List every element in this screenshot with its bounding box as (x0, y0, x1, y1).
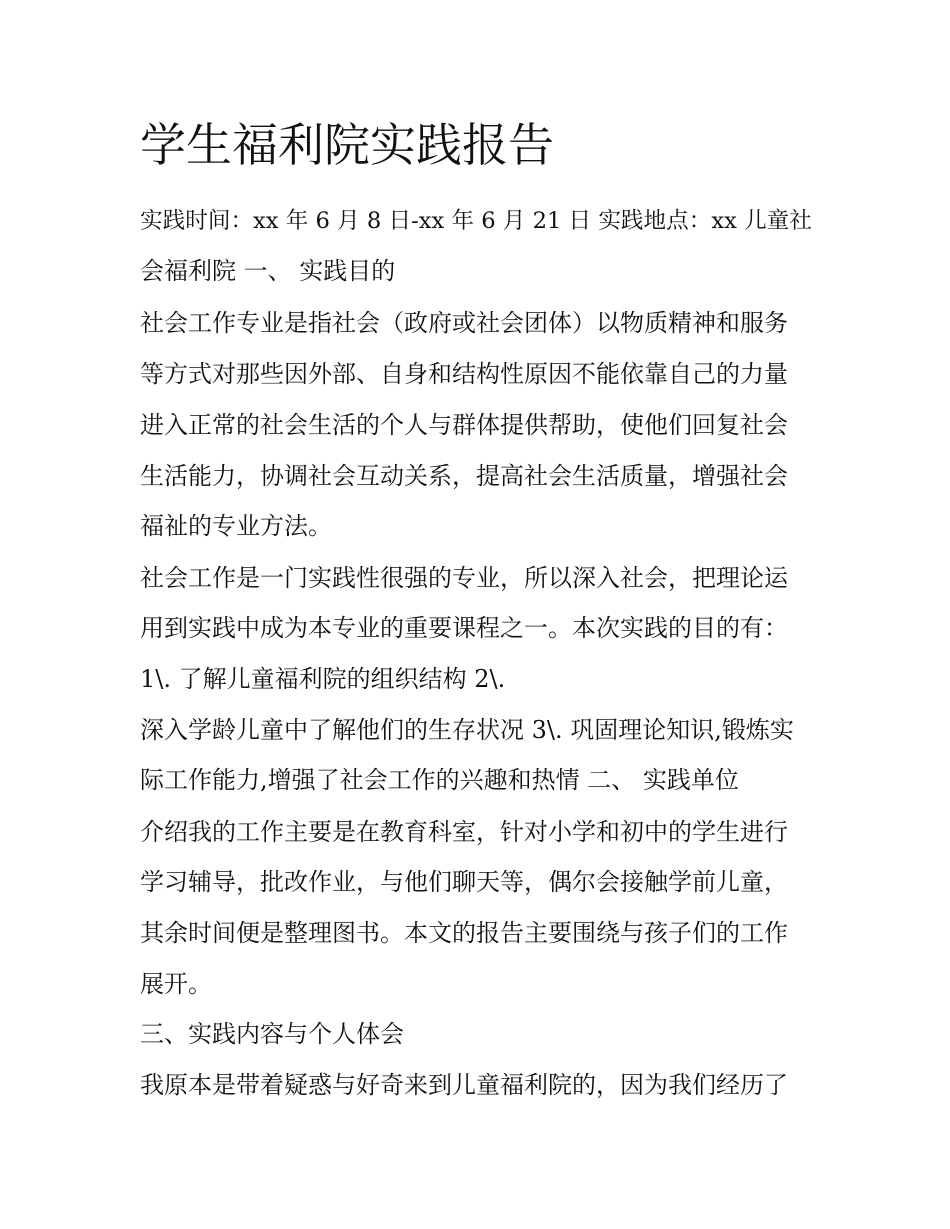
body-line-11: 深入学龄儿童中了解他们的生存状况 3\. 巩固理论知识,锻炼实 (140, 716, 794, 744)
body-line-1: 实践时间：xx 年 6 月 8 日-xx 年 6 月 21 日 实践地点：xx 儿童社 (140, 208, 812, 234)
body-line-16: 展开。 (140, 970, 212, 998)
body-line-15: 其余时间便是整理图书。本文的报告主要围绕与孩子们的工作 (140, 919, 788, 947)
body-line-5: 进入正常的社会生活的个人与群体提供帮助，使他们回复社会 (140, 411, 788, 439)
body-line-13: 介绍我的工作主要是在教育科室，针对小学和初中的学生进行 (140, 818, 788, 846)
body-line-3: 社会工作专业是指社会（政府或社会团体）以物质精神和服务 (140, 309, 788, 337)
body-line-9: 用到实践中成为本专业的重要课程之一。本次实践的目的有： (140, 614, 788, 642)
body-line-14: 学习辅导，批改作业，与他们聊天等，偶尔会接触学前儿童， (140, 868, 788, 896)
section-heading-3: 三、实践内容与个人体会 (140, 1020, 404, 1048)
body-line-6: 生活能力，协调社会互动关系，提高社会生活质量，增强社会 (140, 462, 788, 490)
body-line-7: 福祉的专业方法。 (140, 512, 332, 540)
body-line-2: 会福利院 一、 实践目的 (140, 257, 396, 285)
body-line-10: 1\. 了解儿童福利院的组织结构 2\. (140, 665, 506, 693)
body-line-12: 际工作能力,增强了社会工作的兴趣和热情 二、 实践单位 (140, 766, 739, 794)
body-line-8: 社会工作是一门实践性很强的专业，所以深入社会，把理论运 (140, 564, 788, 592)
document-title: 学生福利院实践报告 (140, 118, 554, 172)
body-line-18: 我原本是带着疑惑与好奇来到儿童福利院的，因为我们经历了 (140, 1071, 788, 1099)
body-line-4: 等方式对那些因外部、自身和结构性原因不能依靠自己的力量 (140, 360, 788, 388)
